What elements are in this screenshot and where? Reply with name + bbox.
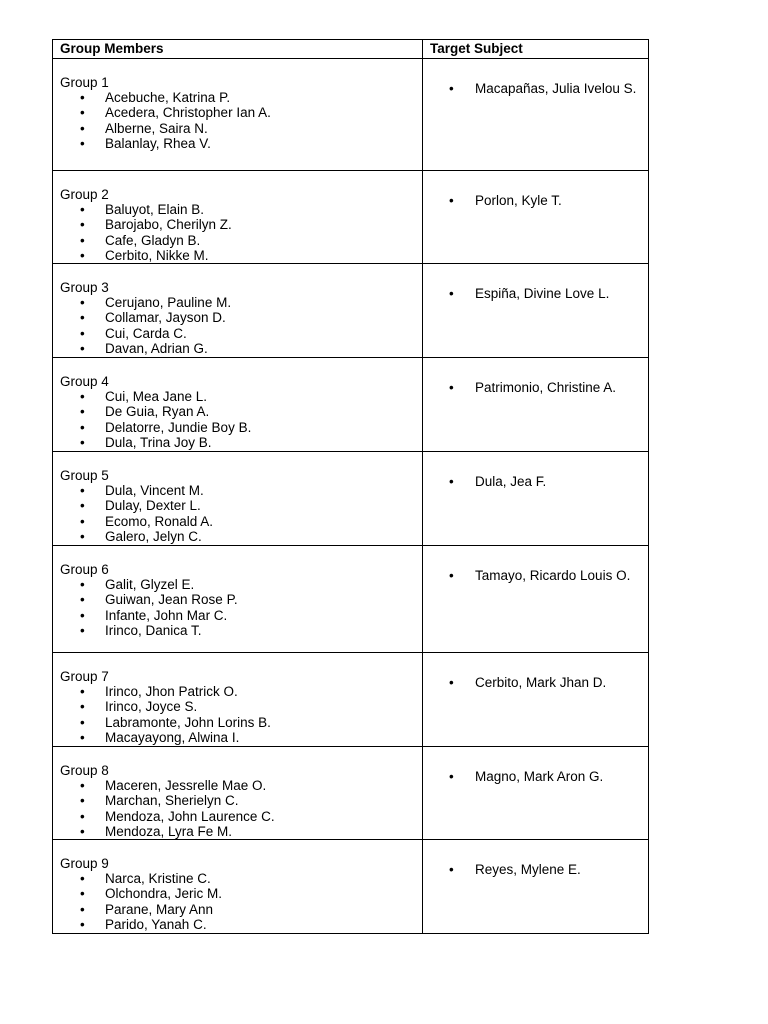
member-name: Macayayong, Alwina I.: [105, 729, 240, 745]
group-row-8: [53, 747, 649, 840]
target-list: [429, 380, 642, 395]
group-row-2: [53, 171, 649, 264]
member-name: Mendoza, John Laurence C.: [105, 808, 275, 824]
target-subject-cell: [423, 452, 649, 546]
target-list: [429, 769, 642, 784]
target-item: • Magno, Mark Aron G.: [449, 769, 604, 785]
target-subject-cell: [423, 840, 649, 934]
target-item: • Cerbito, Mark Jhan D.: [449, 675, 607, 691]
member-name: Marchan, Sherielyn C.: [105, 793, 239, 809]
member-item: • Dulay, Dexter L.: [80, 498, 201, 514]
target-subject-cell: [423, 171, 649, 264]
member-item: • Alberne, Saira N.: [80, 120, 208, 136]
group-label: Group 9: [60, 856, 109, 872]
member-name: Cafe, Gladyn B.: [105, 232, 201, 248]
member-item: • Mendoza, Lyra Fe M.: [80, 823, 233, 839]
member-item: • De Guia, Ryan A.: [80, 404, 210, 420]
member-item: • Parido, Yanah C.: [80, 916, 207, 932]
member-name: Acedera, Christopher Ian A.: [105, 105, 271, 121]
group-label: Group 7: [60, 669, 109, 685]
member-name: Cerujano, Pauline M.: [105, 295, 232, 311]
member-name: De Guia, Ryan A.: [105, 404, 210, 420]
member-name: Irinco, Jhon Patrick O.: [105, 684, 238, 700]
target-item: • Tamayo, Ricardo Louis O.: [449, 568, 631, 584]
member-name: Galit, Glyzel E.: [105, 577, 195, 593]
target-name: Tamayo, Ricardo Louis O.: [475, 568, 631, 584]
member-item: • Irinco, Joyce S.: [80, 699, 198, 715]
member-name: Galero, Jelyn C.: [105, 528, 202, 544]
member-item: • Narca, Kristine C.: [80, 871, 211, 887]
member-name: Parido, Yanah C.: [105, 916, 207, 932]
member-item: • Infante, John Mar C.: [80, 607, 228, 623]
member-item: • Cafe, Gladyn B.: [80, 232, 201, 248]
target-name: Macapañas, Julia Ivelou S.: [475, 81, 637, 96]
member-name: Baluyot, Elain B.: [105, 202, 205, 218]
member-item: • Irinco, Jhon Patrick O.: [80, 684, 238, 700]
member-list: [60, 202, 415, 263]
member-name: Dulay, Dexter L.: [105, 498, 201, 514]
group-row-9: [53, 840, 649, 934]
member-item: • Olchondra, Jeric M.: [80, 886, 223, 902]
member-name: Ecomo, Ronald A.: [105, 513, 214, 529]
member-item: • Marchan, Sherielyn C.: [80, 793, 239, 809]
target-item: • Espiña, Divine Love L.: [449, 286, 610, 302]
group-row-3: [53, 264, 649, 358]
target-subject-cell: [423, 653, 649, 747]
member-item: • Macayayong, Alwina I.: [80, 729, 240, 745]
member-name: Delatorre, Jundie Boy B.: [105, 419, 252, 435]
member-name: Davan, Adrian G.: [105, 340, 208, 356]
group-row-4: [53, 358, 649, 452]
member-name: Narca, Kristine C.: [105, 871, 211, 887]
target-item: • Reyes, Mylene E.: [449, 862, 581, 878]
group-members-cell: [53, 358, 423, 452]
header-target-subject: Target Subject: [423, 40, 649, 59]
member-name: Collamar, Jayson D.: [105, 310, 226, 326]
target-name: Porlon, Kyle T.: [475, 193, 562, 208]
target-list: [429, 81, 642, 96]
member-name: Parane, Mary Ann: [105, 901, 214, 917]
target-subject-cell: [423, 358, 649, 452]
member-item: • Davan, Adrian G.: [80, 340, 208, 356]
member-name: Irinco, Joyce S.: [105, 699, 198, 715]
member-name: Balanlay, Rhea V.: [105, 135, 211, 151]
target-subject-cell: [423, 59, 649, 171]
member-list: [60, 483, 415, 544]
member-name: Cui, Carda C.: [105, 325, 187, 341]
member-item: • Baluyot, Elain B.: [80, 202, 205, 218]
target-subject-cell: [423, 264, 649, 358]
target-subject-cell: [423, 546, 649, 653]
group-row-1: [53, 59, 649, 171]
target-name: Patrimonio, Christine A.: [475, 380, 617, 396]
target-list: [429, 286, 642, 301]
member-item: • Galit, Glyzel E.: [80, 577, 195, 593]
member-name: Maceren, Jessrelle Mae O.: [105, 778, 267, 794]
member-item: • Galero, Jelyn C.: [80, 528, 202, 544]
member-name: Guiwan, Jean Rose P.: [105, 592, 238, 608]
member-list: [60, 389, 415, 450]
group-row-6: [53, 546, 649, 653]
member-name: Mendoza, Lyra Fe M.: [105, 823, 233, 839]
group-members-cell: [53, 171, 423, 264]
member-list: [60, 684, 415, 745]
member-item: • Parane, Mary Ann: [80, 901, 214, 917]
member-item: • Labramonte, John Lorins B.: [80, 714, 271, 730]
member-name: Barojabo, Cherilyn Z.: [105, 217, 232, 233]
member-list: [60, 778, 415, 839]
member-item: • Cui, Mea Jane L.: [80, 389, 208, 405]
group-label: Group 6: [60, 562, 109, 578]
target-list: [429, 675, 642, 690]
target-item: • Dula, Jea F.: [449, 474, 547, 490]
member-list: [60, 577, 415, 638]
member-name: Alberne, Saira N.: [105, 120, 208, 136]
group-label: Group 2: [60, 187, 109, 202]
member-name: Irinco, Danica T.: [105, 622, 202, 638]
member-item: • Mendoza, John Laurence C.: [80, 808, 275, 824]
header-group-members: Group Members: [53, 40, 423, 59]
group-row-7: [53, 653, 649, 747]
member-item: • Cerujano, Pauline M.: [80, 295, 232, 311]
member-list: [60, 295, 415, 356]
target-list: [429, 862, 642, 877]
group-label: Group 3: [60, 280, 109, 296]
member-item: • Dula, Trina Joy B.: [80, 434, 212, 450]
member-item: • Irinco, Danica T.: [80, 622, 202, 638]
target-name: Magno, Mark Aron G.: [475, 769, 604, 785]
member-name: Dula, Trina Joy B.: [105, 434, 212, 450]
member-item: • Cui, Carda C.: [80, 325, 187, 341]
target-name: Reyes, Mylene E.: [475, 862, 581, 878]
member-name: Labramonte, John Lorins B.: [105, 714, 271, 730]
member-item: • Acedera, Christopher Ian A.: [80, 105, 271, 121]
group-label: Group 5: [60, 468, 109, 484]
target-name: Espiña, Divine Love L.: [475, 286, 610, 302]
group-members-cell: [53, 264, 423, 358]
group-members-cell: [53, 653, 423, 747]
member-list: [60, 90, 415, 151]
member-name: Olchondra, Jeric M.: [105, 886, 223, 902]
target-name: Dula, Jea F.: [475, 474, 547, 490]
group-label: Group 8: [60, 763, 109, 779]
target-list: [429, 568, 642, 583]
target-name: Cerbito, Mark Jhan D.: [475, 675, 607, 691]
member-item: • Delatorre, Jundie Boy B.: [80, 419, 252, 435]
member-item: • Guiwan, Jean Rose P.: [80, 592, 238, 608]
member-list: [60, 871, 415, 932]
target-list: [429, 474, 642, 489]
group-members-cell: [53, 59, 423, 171]
member-item: • Balanlay, Rhea V.: [80, 135, 211, 151]
group-row-5: [53, 452, 649, 546]
member-item: • Barojabo, Cherilyn Z.: [80, 217, 232, 233]
member-name: Dula, Vincent M.: [105, 483, 204, 499]
group-assignment-table: [52, 39, 649, 934]
target-item: • Macapañas, Julia Ivelou S.: [449, 81, 637, 96]
member-item: • Maceren, Jessrelle Mae O.: [80, 778, 267, 794]
group-members-cell: [53, 840, 423, 934]
member-name: Acebuche, Katrina P.: [105, 90, 231, 106]
member-name: Cui, Mea Jane L.: [105, 389, 208, 405]
group-members-cell: [53, 747, 423, 840]
target-subject-cell: [423, 747, 649, 840]
target-list: [429, 193, 642, 208]
group-label: Group 1: [60, 75, 109, 90]
member-item: • Cerbito, Nikke M.: [80, 247, 209, 263]
group-label: Group 4: [60, 374, 109, 390]
member-item: • Acebuche, Katrina P.: [80, 90, 231, 106]
group-members-cell: [53, 452, 423, 546]
group-members-cell: [53, 546, 423, 653]
member-item: • Ecomo, Ronald A.: [80, 513, 214, 529]
member-item: • Dula, Vincent M.: [80, 483, 204, 499]
target-item: • Patrimonio, Christine A.: [449, 380, 617, 396]
member-item: • Collamar, Jayson D.: [80, 310, 226, 326]
member-name: Cerbito, Nikke M.: [105, 247, 209, 263]
target-item: • Porlon, Kyle T.: [449, 193, 562, 208]
member-name: Infante, John Mar C.: [105, 607, 228, 623]
header-row: [53, 40, 649, 59]
